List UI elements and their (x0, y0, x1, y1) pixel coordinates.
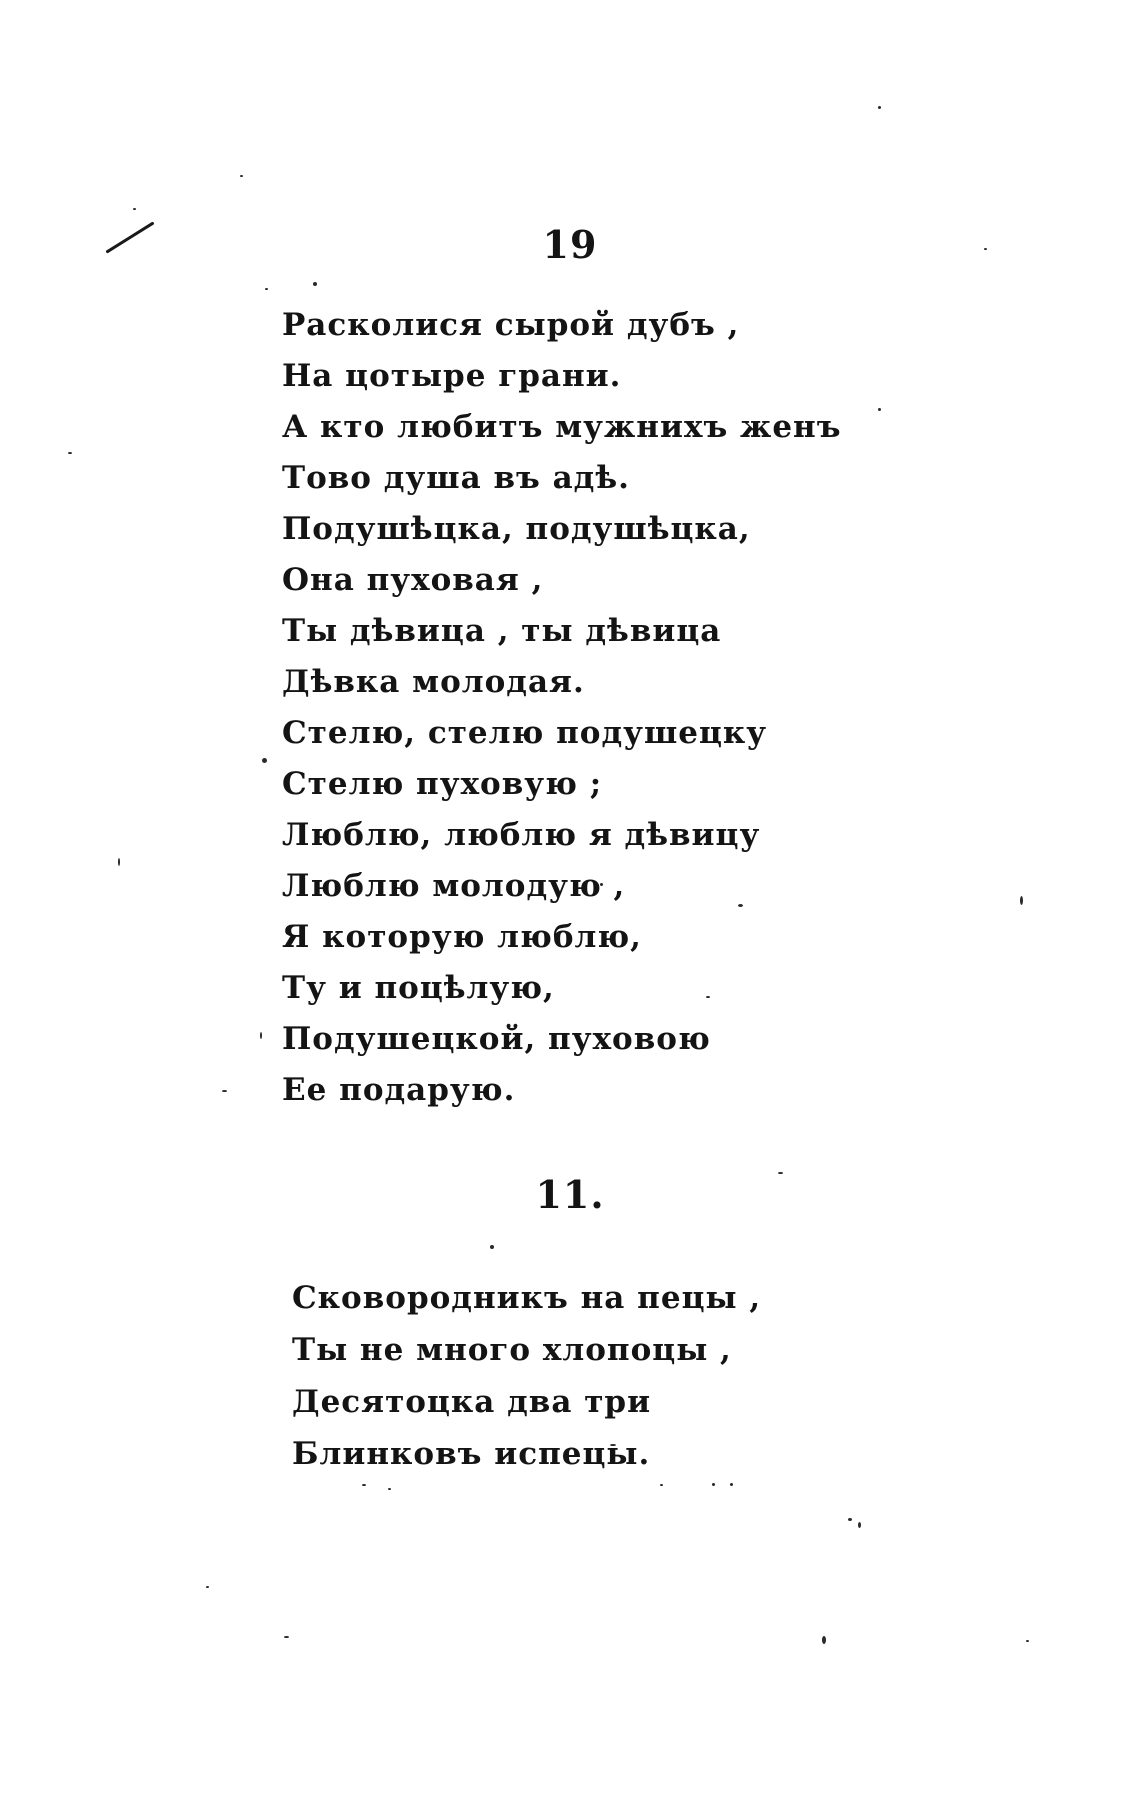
dust-speck (848, 1518, 852, 1521)
dust-speck (118, 858, 120, 866)
page-number: 19 (542, 222, 598, 267)
poem-number: 11. (535, 1172, 605, 1217)
dust-speck (313, 282, 317, 286)
dust-speck (68, 452, 72, 454)
dust-speck (1020, 896, 1023, 905)
pen-stroke-mark (105, 221, 154, 253)
verse-line: Она пуховая , (282, 562, 544, 598)
dust-speck (240, 175, 243, 177)
dust-speck (858, 1522, 861, 1528)
dust-speck (712, 1483, 715, 1486)
dust-speck (1026, 1640, 1029, 1642)
dust-speck (362, 1484, 366, 1486)
poem-verse (292, 1272, 761, 1480)
dust-speck (206, 1586, 209, 1588)
verse-line: А кто любитъ мужнихъ женъ (282, 409, 842, 445)
verse-line: Я которую люблю, (282, 919, 642, 955)
verse-line: Ее подарую. (282, 1072, 516, 1108)
dust-speck (660, 1484, 663, 1486)
dust-speck (388, 1488, 391, 1490)
verse-line: Стелю, стелю подушецку (282, 715, 768, 751)
verse-line: Стелю пуховую ; (282, 766, 603, 802)
verse-line: На цотыре грани. (282, 358, 622, 394)
dust-speck (265, 288, 268, 290)
dust-speck (490, 1245, 494, 1249)
verse-line: Ты дѣвица , ты дѣвица (282, 613, 722, 649)
dust-speck (878, 106, 881, 109)
dust-speck (822, 1636, 826, 1644)
verse-line: Подушѣцка, подушѣцка, (282, 511, 751, 547)
verse-line: Сковородникъ на пецы , (292, 1280, 762, 1316)
dust-speck (222, 1090, 227, 1092)
verse-line: Ты не много хлопоцы , (292, 1332, 732, 1368)
verse-line: Десятоцка два три (292, 1384, 652, 1420)
dust-speck (730, 1483, 733, 1486)
dust-speck (260, 1032, 262, 1039)
verse-line: Подушецкой, пуховою (282, 1021, 711, 1057)
verse-line: Расколися сырой дубъ , (282, 307, 740, 343)
verse-line: Люблю, люблю я дѣвицу (282, 817, 761, 853)
dust-speck (778, 1172, 783, 1174)
verse-line: Дѣвка молодая. (282, 664, 585, 700)
dust-speck (878, 408, 881, 411)
verse-line: Ту и поцѣлую, (282, 970, 555, 1006)
dust-speck (984, 248, 987, 250)
poem-verse (282, 300, 842, 1116)
dust-speck (133, 208, 136, 210)
verse-line: Блинковъ испецы. (292, 1436, 651, 1472)
verse-line: Люблю молодую , (282, 868, 626, 904)
dust-speck (262, 758, 267, 763)
verse-line: Тово душа въ адѣ. (282, 460, 630, 496)
dust-speck (284, 1636, 289, 1638)
